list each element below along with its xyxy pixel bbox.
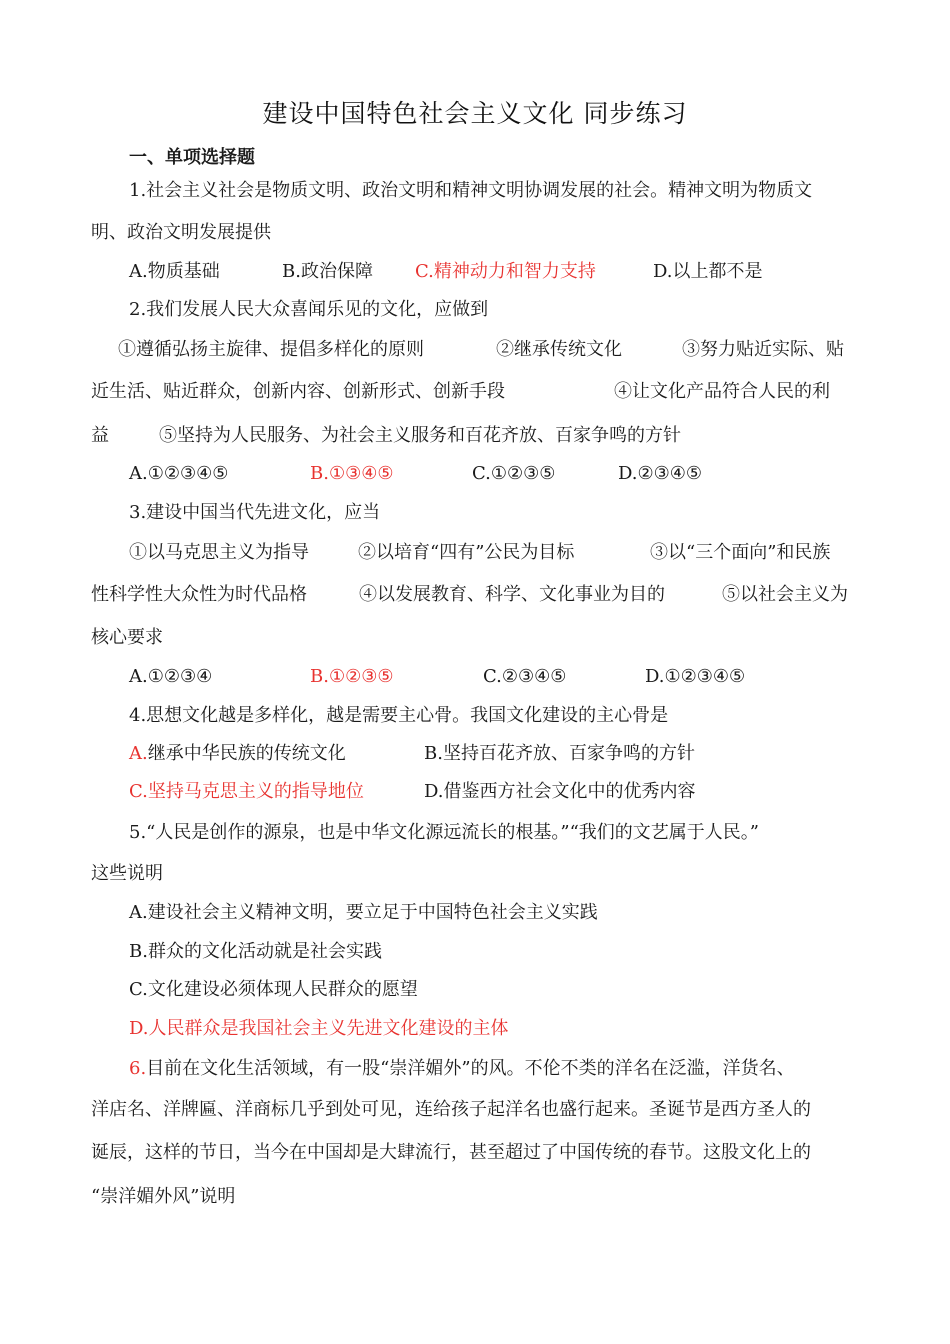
q1-option-a: A.物质基础 [129,261,220,282]
page-title: 建设中国特色社会主义文化 同步练习 [262,99,688,128]
q2-option-b: B.①③④⑤ [310,463,394,484]
q3-option-d: D.①②③④⑤ [645,666,746,687]
q3-item-1: ①以马克思主义为指导 [129,542,309,563]
q2-item-4-cont: 益 [91,425,109,446]
q6-stem-line3: 诞辰，这样的节日，当今在中国却是大肆流行，甚至超过了中国传统的春节。这股文化上的 [91,1142,811,1163]
q6-stem-line2: 洋店名、洋牌匾、洋商标几乎到处可见，连给孩子起洋名也盛行起来。圣诞节是西方圣人的 [91,1099,811,1120]
q1-option-c: C.精神动力和智力支持 [415,261,596,282]
q6-text-line1: 目前在文化生活领域，有一股“崇洋媚外”的风。不伦不类的洋名在泛滥，洋货名、 [146,1058,795,1079]
q4-option-a [129,742,346,766]
q2-item-3: ③努力贴近实际、贴 [682,339,844,360]
q5-stem-line1: 5.“人民是创作的源泉，也是中华文化源远流长的根基。”“我们的文艺属于人民。” [129,822,759,843]
q3-item-5-cont: 核心要求 [91,627,163,648]
q3-item-3: ③以“三个面向”和民族 [650,542,831,563]
q4-stem: 4.思想文化越是多样化，越是需要主心骨。我国文化建设的主心骨是 [129,705,669,726]
q2-item-3-cont: 近生活、贴近群众，创新内容、创新形式、创新手段 [91,381,505,402]
q5-option-c: C.文化建设必须体现人民群众的愿望 [129,979,418,1000]
q3-item-2: ②以培育“四有”公民为目标 [358,542,575,563]
q2-item-2: ②继承传统文化 [496,339,622,360]
q2-item-4: ④让文化产品符合人民的利 [614,381,830,402]
q5-option-d: D.人民群众是我国社会主义先进文化建设的主体 [129,1018,509,1039]
q4-option-c: C.坚持马克思主义的指导地位 [129,781,364,802]
q5-option-b: B.群众的文化活动就是社会实践 [129,941,382,962]
q2-stem: 2.我们发展人民大众喜闻乐见的文化，应做到 [129,299,489,320]
q3-item-3-cont: 性科学性大众性为时代品格 [91,584,307,605]
q4-option-b: B.坚持百花齐放、百家争鸣的方针 [424,743,695,764]
q4-option-a-text: 继承中华民族的传统文化 [147,743,346,764]
q1-option-b: B.政治保障 [282,261,373,282]
q5-option-a: A.建设社会主义精神文明，要立足于中国特色社会主义实践 [129,902,598,923]
q4-option-d: D.借鉴西方社会文化中的优秀内容 [424,781,696,802]
q3-stem: 3.建设中国当代先进文化，应当 [129,502,381,523]
section-heading: 一、单项选择题 [129,147,255,168]
q3-option-a: A.①②③④ [129,666,213,687]
q3-item-4: ④以发展教育、科学、文化事业为目的 [359,584,665,605]
q2-item-1: ①遵循弘扬主旋律、提倡多样化的原则 [118,339,424,360]
q1-option-d: D.以上都不是 [653,261,763,282]
q6-stem-line1 [129,1057,795,1081]
q2-option-c: C.①②③⑤ [472,463,556,484]
q3-option-c: C.②③④⑤ [483,666,567,687]
q1-stem-line2: 明、政治文明发展提供 [91,222,271,243]
q2-item-5: ⑤坚持为人民服务、为社会主义服务和百花齐放、百家争鸣的方针 [159,425,681,446]
q3-item-5: ⑤以社会主义为 [722,584,848,605]
q3-option-b: B.①②③⑤ [310,666,394,687]
q2-option-a: A.①②③④⑤ [129,463,229,484]
q5-stem-line2: 这些说明 [91,863,163,884]
q2-option-d: D.②③④⑤ [618,463,703,484]
q6-number: 6. [129,1058,147,1079]
q4-option-a-letter: A. [129,743,148,764]
q1-stem-line1: 1.社会主义社会是物质文明、政治文明和精神文明协调发展的社会。精神文明为物质文 [129,180,813,201]
q6-stem-line4: “崇洋媚外风”说明 [91,1186,236,1207]
